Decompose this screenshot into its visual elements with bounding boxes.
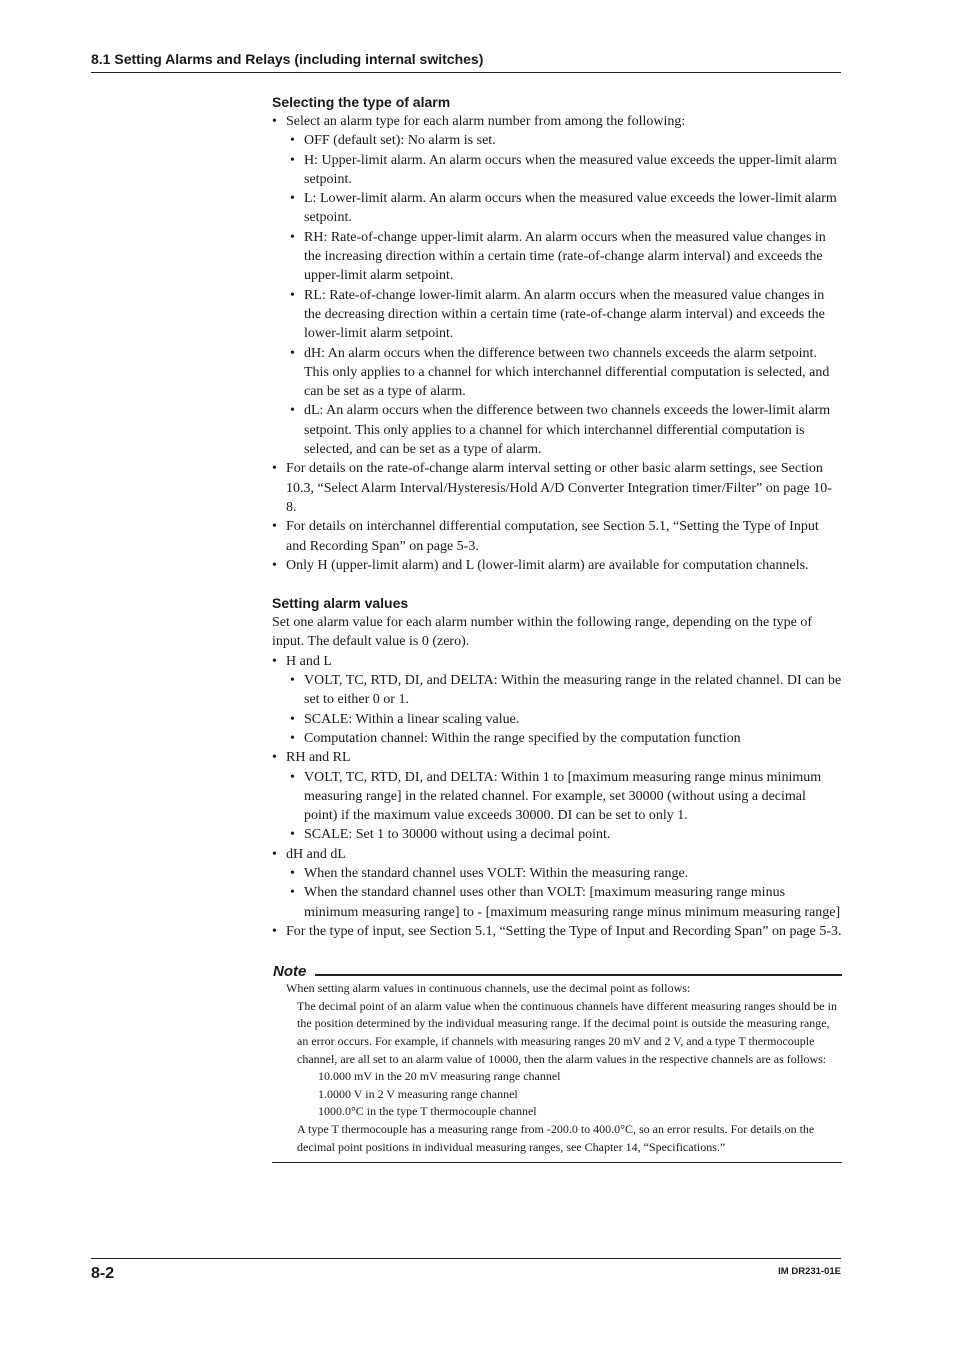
note-intro: When setting alarm values in continuous channels, use the decimal point as follows: [286,981,691,996]
list-item: • For the type of input, see Section 5.1, “Setting the Type of Input and Recording Span” on page 5-3. [272,923,842,939]
header-rule [91,72,841,73]
alarm-type-off: • OFF (default set): No alarm is set. [290,133,496,149]
alarm-type-list [272,112,842,575]
note-paragraph: The decimal point of an alarm value when the continuous channels have different measuring ranges should be in the position determined by the individual measuring range. If the decimal point is outside the measuring range, an error occurs. For example, if channels with measuring ranges 20 mV and 2 V, and a type T thermocouple channel, are all set to an alarm value of 10000, then the alarm values in the respective channels are as follows: [297,998,837,1066]
alarm-values-intro: Set one alarm value for each alarm number within the following range, depending on the type of input. The default value is 0 (zero). [272,615,812,650]
alarm-type-h: • H: Upper-limit alarm. An alarm occurs when the measured value exceeds the upper-limit alarm setpoint. [290,152,837,187]
group-rh-and-rl: • RH and RL • VOLT, TC, RTD, DI, and DELTA: Within 1 to [maximum measuring range minus minimum measuring range] in the related channel. For example, set 30000 (without using a decimal point) if the maximum value exceeds 30000. DI can be set to only 1. • SCALE: Set 1 to 30000 without using a decimal point. [272,748,842,844]
note-example: 1000.0°C in the type T thermocouple channel [318,1104,537,1119]
note-example: 10.000 mV in the 20 mV measuring range channel [318,1069,561,1084]
note-end-rule [272,1162,842,1163]
alarm-type-intro: Select an alarm type for each alarm number from among the following: [286,114,686,129]
note-rule [315,974,842,976]
list-item: • SCALE: Set 1 to 30000 without using a decimal point. [290,827,611,843]
list-item: • When the standard channel uses VOLT: Within the measuring range. [290,865,689,881]
list-item: • For details on interchannel differential computation, see Section 5.1, “Setting the Type of Input and Recording Span” on page 5-3. [272,519,819,554]
alarm-type-rl: • RL: Rate-of-change lower-limit alarm. An alarm occurs when the measured value changes in the decreasing direction within a certain time (rate-of-change alarm interval) and exceeds the lower-limit alarm setpoint. [290,287,825,342]
list-item: • Select an alarm type for each alarm number from among the following: • OFF (default set): No alarm is set. • H: Upper-limit alarm. An alarm occurs when the measured value exceeds the upper-limit alarm setpoint. • L: Lower-limit alarm. An alarm occurs when the measured value exceeds the lower-limit alarm setpoint. • RH: Rate-of-change upper-limit alarm. An alarm occurs when the measured value changes in the increasing direction within a certain time (rate-of-change alarm interval) and exceeds the upper-limit alarm setpoint. • RL: Rate-of-change lower-limit alarm. An alarm occurs when the measured value changes in the decreasing direction within a certain time (rate-of-change alarm interval) and exceeds the lower-limit alarm setpoint. • dH: An alarm occurs when the difference between two channels exceeds the alarm setpoint. This only applies to a channel for which interchannel differential computation is selected, and can be set as a type of alarm. • dL: An alarm occurs when the difference between two channels exceeds the lower-limit alarm setpoint. This only applies to a channel for which interchannel differential computation is selected, and can be set as a type of alarm. [272,112,842,459]
list-item: • Only H (upper-limit alarm) and L (lower-limit alarm) are available for computation channels. [272,557,809,573]
note-closing: A type T thermocouple has a measuring range from -200.0 to 400.0°C, so an error results. For details on the decimal point positions in individual measuring ranges, see Chapter 14, “Specifications.” [297,1121,815,1154]
group-dh-and-dl: • dH and dL • When the standard channel uses VOLT: Within the measuring range. • When the standard channel uses other than VOLT: [maximum measuring range minus minimum measuring range] to - [maximum measuring range minus minimum measuring range] [272,845,842,922]
main-content [272,93,842,1163]
section-heading-alarm-type: Selecting the type of alarm [272,94,451,110]
note-example: 1.0000 V in 2 V measuring range channel [318,1086,518,1101]
page-number: 8-2 [91,1265,115,1282]
alarm-type-l: • L: Lower-limit alarm. An alarm occurs when the measured value exceeds the lower-limit alarm setpoint. [290,191,837,226]
list-item: • When the standard channel uses other than VOLT: [maximum measuring range minus minimum measuring range] to - [maximum measuring range minus minimum measuring range] [290,885,841,920]
list-item: • SCALE: Within a linear scaling value. [290,711,520,727]
list-item: • Computation channel: Within the range specified by the computation function [290,730,741,746]
alarm-type-options [286,131,842,459]
group-h-and-l: • H and L • VOLT, TC, RTD, DI, and DELTA: Within the measuring range in the related channel. DI can be set to either 0 or 1. • SCALE: Within a linear scaling value. • Computation channel: Within the range specified by the computation function [272,652,842,748]
list-item: • VOLT, TC, RTD, DI, and DELTA: Within 1 to [maximum measuring range minus minimum measuring range] in the related channel. For example, set 30000 (without using a decimal point) if the maximum value exceeds 30000. DI can be set to only 1. [290,769,822,824]
note-body [272,980,842,1156]
alarm-type-dh: • dH: An alarm occurs when the difference between two channels exceeds the alarm setpoint. This only applies to a channel for which interchannel differential computation is selected, and can be set as a type of alarm. [290,345,830,400]
alarm-values-list [272,652,842,941]
footer-rule [91,1258,841,1259]
alarm-type-dl: • dL: An alarm occurs when the difference between two channels exceeds the lower-limit alarm setpoint. This only applies to a channel for which interchannel differential computation is selected, and can be set as a type of alarm. [290,403,831,458]
list-item: • For details on the rate-of-change alarm interval setting or other basic alarm settings, see Section 10.3, “Select Alarm Interval/Hysteresis/Hold A/D Converter Integration timer/Filter” on page 10-8. [272,461,832,515]
document-id: IM DR231-01E [778,1266,841,1277]
list-item: • VOLT, TC, RTD, DI, and DELTA: Within the measuring range in the related channel. DI can be set to either 0 or 1. [290,673,842,708]
alarm-type-rh: • RH: Rate-of-change upper-limit alarm. An alarm occurs when the measured value changes in the increasing direction within a certain time (rate-of-change alarm interval) and exceeds the upper-limit alarm setpoint. [290,229,826,284]
note-label: Note [273,963,307,981]
note-header [272,960,842,980]
section-heading-alarm-values: Setting alarm values [272,595,409,612]
page-header-title: 8.1 Setting Alarms and Relays (including internal switches) [91,51,484,67]
